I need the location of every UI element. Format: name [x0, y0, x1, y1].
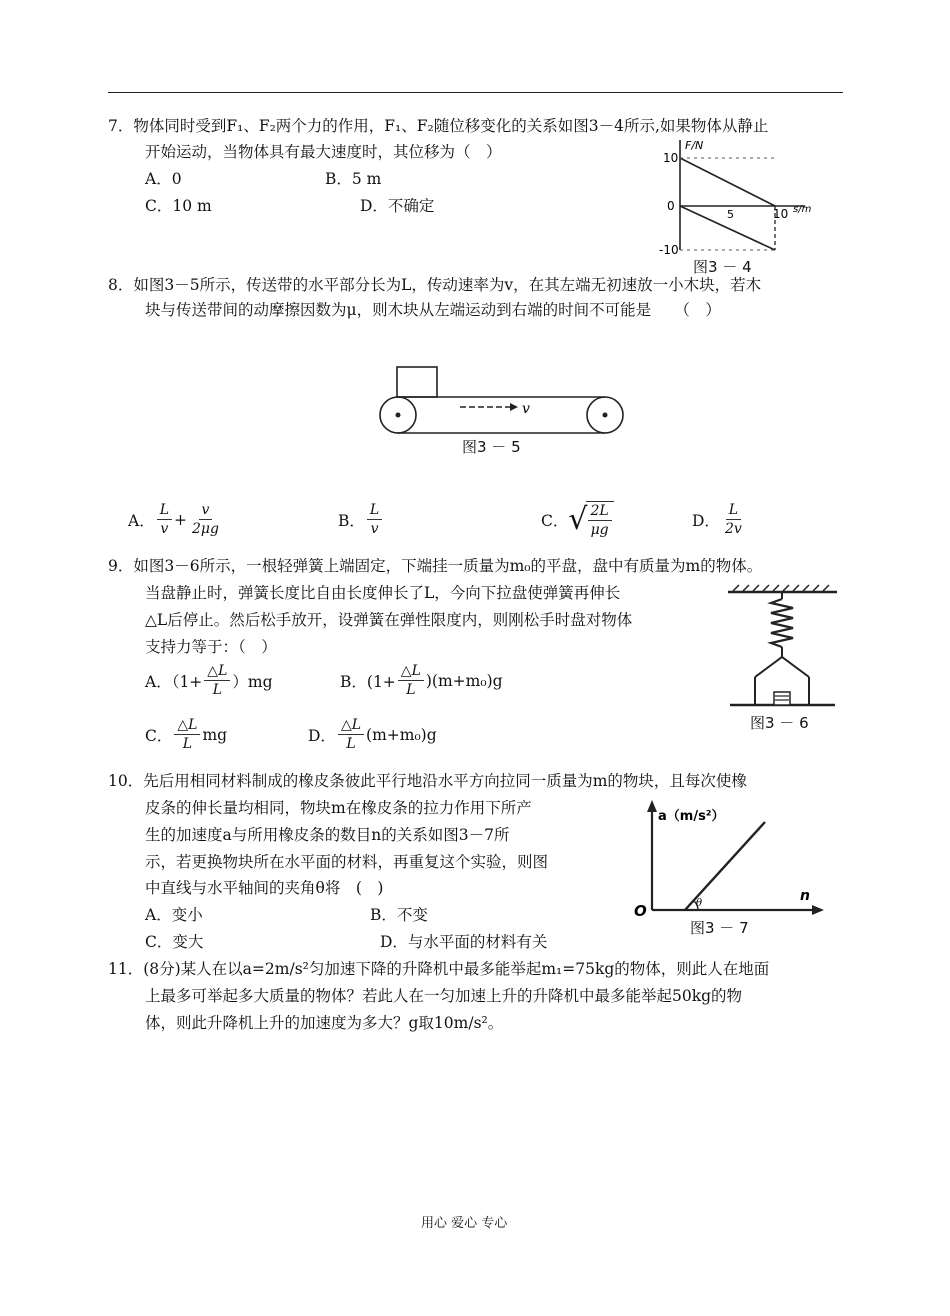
- q8-line2: 块与传送带间的动摩擦因数为μ，则木块从左端运动到右端的时间不可能是 （ ）: [145, 301, 721, 319]
- q10-option-b: B．不变: [370, 906, 428, 924]
- q7-line1: 7．物体同时受到F₁、F₂两个力的作用，F₁、F₂随位移变化的关系如图3－4所示,如果物体从静止: [108, 117, 769, 135]
- q10-line2: 皮条的伸长量均相同，物块m在橡皮条的拉力作用下所产: [145, 799, 532, 817]
- fig37-xlabel: n: [800, 888, 810, 904]
- figure-3-7-caption: 图3 － 7: [690, 919, 749, 937]
- q7-option-a: A．0: [145, 170, 182, 188]
- q10-option-c: C．变大: [145, 933, 204, 951]
- q9-line4: 支持力等于：（ ）: [145, 638, 277, 656]
- page-footer: 用心 爱心 专心: [421, 1216, 508, 1231]
- fig34-xlabel: s/m: [793, 204, 812, 215]
- q8-line1: 8．如图3－5所示，传送带的水平部分长为L，传动速率为v，在其左端无初速放一小木块，若木: [108, 276, 762, 294]
- q10-line4: 示，若更换物块所在水平面的材料，再重复这个实验，则图: [145, 853, 549, 871]
- q8-option-d: D． $\frac{L}{2v}$: [692, 502, 742, 537]
- q10-line3: 生的加速度a与所用橡皮条的数目n的关系如图3－7所: [145, 826, 510, 844]
- figure-3-4-caption: 图3 － 4: [693, 258, 752, 276]
- q9-line3: △L后停止。然后松手放开，设弹簧在弹性限度内，则刚松手时盘对物体: [145, 611, 633, 629]
- q11-line1: 11．(8分)某人在以a=2m/s²匀加速下降的升降机中最多能举起m₁=75kg的物体，则此人在地面: [108, 960, 770, 978]
- fig34-tick-5: 5: [727, 208, 734, 221]
- q10-line5: 中直线与水平轴间的夹角θ将 ( ): [145, 879, 384, 897]
- q7-option-c: C．10 m: [145, 197, 212, 215]
- fig37-theta: θ: [696, 898, 703, 909]
- q8-option-b: B． $\frac{L}{v}$: [338, 501, 384, 538]
- fig34-ylabel: F/N: [685, 139, 704, 152]
- figure-3-4: [655, 140, 825, 270]
- fig34-tick-10: 10: [663, 151, 679, 165]
- q10-option-a: A．变小: [145, 906, 203, 924]
- q7-line2: 开始运动，当物体具有最大速度时，其位移为（ ）: [145, 143, 502, 161]
- figure-3-6-caption: 图3 － 6: [750, 714, 809, 732]
- q8-option-a-label: A．: [128, 511, 155, 530]
- q9-option-d: D． $\frac{\triangle L}{L}$ (m+m₀)g: [308, 717, 437, 752]
- fig34-tick-neg10: -10: [659, 243, 679, 257]
- q9-option-b: B．(1+ $\frac{\triangle L}{L}$ )(m+m₀)g: [340, 663, 503, 698]
- q8-option-c: C． √ $\frac{2L}{\mu g}$: [541, 501, 614, 539]
- fig37-origin: O: [634, 902, 647, 920]
- figure-3-5: [375, 365, 625, 440]
- fig34-tick-0: 0: [667, 199, 675, 213]
- figure-3-5-caption: 图3 － 5: [462, 438, 521, 456]
- fig35-v-label: v: [522, 401, 530, 417]
- q11-line3: 体，则此升降机上升的加速度为多大？g取10m/s²。: [145, 1014, 504, 1032]
- q7-option-d: D．不确定: [360, 197, 435, 215]
- q11-line2: 上最多可举起多大质量的物体？若此人在一匀加速上升的升降机中最多能举起50kg的物: [145, 987, 743, 1005]
- q9-option-c: C． $\frac{\triangle L}{L}$ mg: [145, 717, 228, 752]
- q9-line1: 9．如图3－6所示，一根轻弹簧上端固定，下端挂一质量为m₀的平盘，盘中有质量为m的物体。: [108, 557, 763, 575]
- q8-option-a: A． $\frac{L}{v}$ + $\frac{v}{2\mu g}$: [128, 502, 219, 537]
- figure-3-7: [630, 800, 830, 920]
- q9-option-a: A．（1+ $\frac{\triangle L}{L}$ ）mg: [145, 663, 273, 698]
- q10-option-d: D．与水平面的材料有关: [380, 933, 548, 951]
- fig34-tick-x10: 10: [773, 207, 789, 221]
- q7-option-b: B．5 m: [325, 170, 382, 188]
- header-rule: [108, 92, 843, 93]
- q9-line2: 当盘静止时，弹簧长度比自由长度伸长了L，今向下拉盘使弹簧再伸长: [145, 584, 621, 602]
- figure-3-6: [725, 585, 840, 710]
- q10-line1: 10．先后用相同材料制成的橡皮条彼此平行地沿水平方向拉同一质量为m的物块，且每次使橡: [108, 772, 747, 790]
- fig37-ylabel: a（m/s²）: [658, 809, 725, 824]
